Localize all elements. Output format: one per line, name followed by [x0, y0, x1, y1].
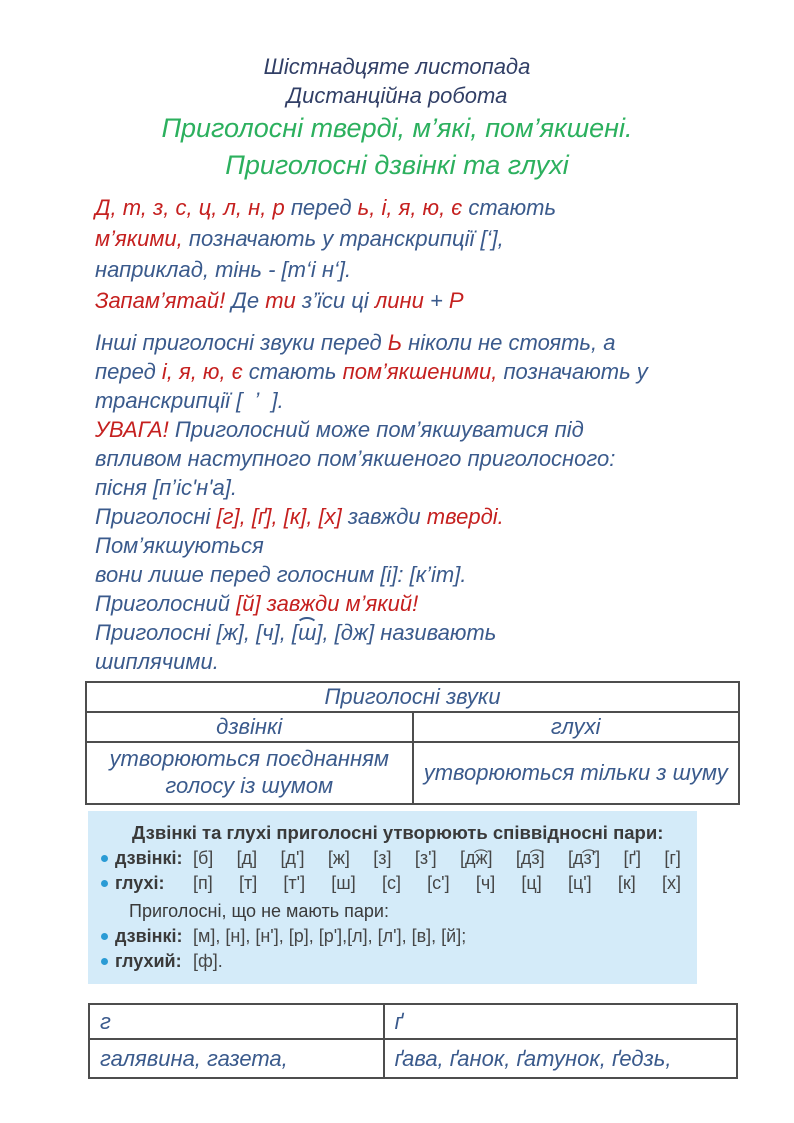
text-segment: Де — [231, 288, 266, 313]
panel-title: Дзвінкі та глухі приголосні утворюють співвідносні пари: — [132, 822, 664, 843]
sound-item: [д] — [236, 848, 258, 868]
sound-item: [з] — [373, 848, 392, 868]
sound-item: [т'] — [283, 873, 306, 893]
text-segment: впливом наступного пом’якшеного приголосного: — [95, 446, 616, 471]
text-line — [95, 192, 754, 223]
text-segment: перед — [95, 359, 162, 384]
text-segment: Запам’ятай! — [95, 288, 232, 313]
unpaired-voiced-sounds: [м], [н], [н'], [р], [р'],[л], [л'], [в], [й]; — [193, 926, 467, 946]
voiced-label: дзвінкі: — [115, 848, 183, 868]
text-line — [95, 357, 754, 386]
unpaired-voiceless-row — [101, 951, 697, 972]
text-line — [95, 444, 754, 473]
text-line — [95, 473, 754, 502]
sound-item: [ш] — [331, 873, 356, 893]
sound-item: [ц] — [521, 873, 542, 893]
text-segment: [г], [ґ], [к], [х] — [216, 504, 348, 529]
text-segment: пісня [п’іс'н'а]. — [95, 475, 237, 500]
text-segment: наприклад, тінь - [т‘і н‘]. — [95, 257, 352, 282]
sound-item: [ґ] — [623, 848, 641, 868]
bullet-icon — [101, 855, 108, 862]
bullet-icon — [101, 958, 108, 965]
g-letters-examples-table — [88, 1003, 738, 1079]
text-segment: Приголосні — [95, 504, 217, 529]
text-segment: перед — [290, 195, 358, 220]
unpaired-voiced-label: дзвінкі: — [115, 926, 183, 946]
sound-item: [с] — [381, 873, 401, 893]
bullet-icon — [101, 880, 108, 887]
sound-item: [д͡з'] — [567, 848, 601, 868]
bullet-icon — [101, 933, 108, 940]
text-segment: позначають у — [503, 359, 648, 384]
date-title: Шістнадцяте листопада — [263, 54, 531, 79]
text-segment: Приголосні [ж], [ч], [ — [95, 620, 299, 645]
voiceless-pairs-row — [101, 873, 697, 894]
sound-item: [з'] — [414, 848, 437, 868]
unpaired-voiceless-sounds: [ф]. — [193, 951, 223, 971]
voiced-pairs-row — [101, 848, 697, 869]
text-line — [95, 589, 754, 618]
text-line — [95, 254, 754, 285]
work-type-title: Дистанційна робота — [286, 83, 508, 108]
sound-item: [ч] — [475, 873, 496, 893]
text-line — [95, 223, 754, 254]
consonant-sounds-table — [85, 681, 740, 805]
text-line — [95, 618, 754, 647]
sound-item: [х] — [661, 873, 681, 893]
consonant-pairs-panel — [88, 811, 697, 984]
voiceless-definition-cell: утворюються тільки з шуму — [413, 742, 740, 804]
text-segment: ніколи не стоять, а — [408, 330, 616, 355]
text-line — [95, 285, 754, 316]
text-segment: Інші приголосні звуки перед — [95, 330, 388, 355]
table-header-row — [86, 682, 739, 712]
letters-header-row — [89, 1004, 737, 1039]
voiceless-header-cell: глухі — [413, 712, 740, 742]
sound-item: [ц'] — [567, 873, 592, 893]
ge-examples-cell: ґава, ґанок, ґатунок, ґедзь, — [384, 1039, 737, 1078]
text-segment: і, я, ю, є — [161, 359, 249, 384]
paragraph-soft-consonants — [95, 192, 754, 316]
text-segment: ь, і, я, ю, є — [357, 195, 469, 220]
letter-ge-cell: ґ — [384, 1004, 737, 1039]
text-line — [95, 328, 754, 357]
text-segment: з’їси — [301, 288, 352, 313]
text-segment: м’якими, — [95, 226, 189, 251]
text-segment: ти — [265, 288, 302, 313]
text-line — [95, 386, 754, 415]
text-segment: УВАГА! — [95, 417, 175, 442]
text-segment: + — [429, 288, 449, 313]
sound-item: [т] — [238, 873, 258, 893]
sound-item: [к] — [617, 873, 636, 893]
voiced-header-cell: дзвінкі — [86, 712, 413, 742]
sound-item: [б] — [193, 848, 214, 868]
text-segment: транскрипції [ ’ ]. — [95, 388, 284, 413]
text-segment: вони лише перед голосним [і]: [к’іт]. — [95, 562, 467, 587]
sound-item: [с'] — [427, 873, 450, 893]
g-examples-cell: галявина, газета, — [89, 1039, 384, 1078]
letter-g-cell: г — [89, 1004, 384, 1039]
text-line — [95, 415, 754, 444]
text-segment: стають — [468, 195, 557, 220]
text-segment: Д, т, з, с, ц, л, н, р — [95, 195, 291, 220]
text-segment: Р — [448, 288, 464, 313]
text-segment: тверді. — [426, 504, 504, 529]
text-segment: шиплячими. — [95, 649, 219, 674]
sound-item: [г] — [664, 848, 681, 868]
unpaired-voiced-row — [101, 926, 697, 947]
paragraph-softened-consonants — [95, 328, 754, 676]
text-segment: Приголосний може пом’якшуватися під — [174, 417, 584, 442]
text-line — [95, 502, 754, 531]
sound-item: [д͡з] — [515, 848, 545, 868]
sound-item: [д͡ж] — [459, 848, 493, 868]
title-block — [0, 0, 794, 184]
text-segment: Ь — [387, 330, 409, 355]
sound-item: [п] — [193, 873, 213, 893]
sound-item: [ж] — [327, 848, 350, 868]
voiced-definition-cell: утворюються поєднанням голосу із шумом — [86, 742, 413, 804]
text-segment: пом’якшеними, — [342, 359, 504, 384]
topic-title-line2: Приголосні дзвінкі та глухі — [225, 150, 569, 180]
text-segment: ], [дж] називають — [316, 620, 497, 645]
voiced-sounds-list — [193, 848, 697, 869]
text-segment: Пом’якшуються — [95, 533, 264, 558]
unpaired-voiceless-label: глухий: — [115, 951, 182, 971]
text-line — [95, 647, 754, 676]
text-line — [95, 560, 754, 589]
voiceless-label: глухі: — [115, 873, 165, 893]
sound-item: [д'] — [280, 848, 305, 868]
text-segment: ці — [351, 288, 375, 313]
text-segment: Приголосний — [95, 591, 237, 616]
arc-marked-sound: ш — [298, 620, 317, 645]
table-subheader-row — [86, 712, 739, 742]
voiceless-sounds-list — [193, 873, 697, 894]
topic-title-line1: Приголосні тверді, м’які, пом’якшені. — [161, 113, 633, 143]
unpaired-subtitle: Приголосні, що не мають пари: — [129, 901, 389, 921]
text-line — [95, 531, 754, 560]
table-title-cell: Приголосні звуки — [86, 682, 739, 712]
text-segment: стають — [248, 359, 343, 384]
letters-examples-row — [89, 1039, 737, 1078]
text-segment: позначають у транскрипції [‘], — [188, 226, 504, 251]
text-segment: лини — [374, 288, 430, 313]
table-definition-row — [86, 742, 739, 804]
text-segment: завжди — [347, 504, 427, 529]
text-segment: [й] завжди м’який! — [236, 591, 419, 616]
